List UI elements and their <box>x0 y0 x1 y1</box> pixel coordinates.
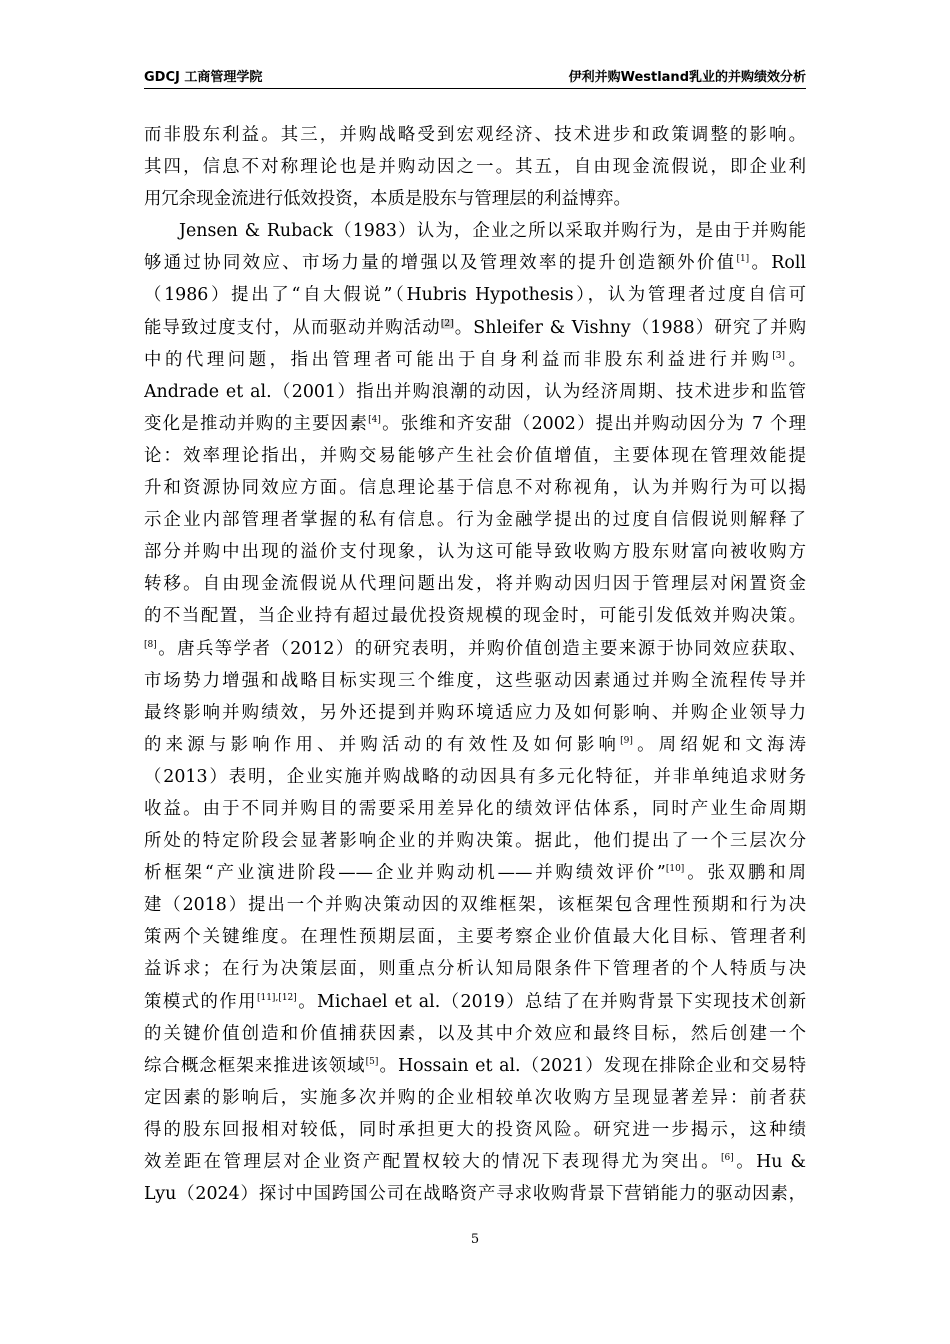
citation: [3] <box>772 350 786 361</box>
citation: [4] <box>368 415 381 426</box>
text-line: 论：效率理论指出，并购交易能够产生社会价值增值，主要体现在管理效能提 <box>144 445 806 466</box>
text-line: 最终影响并购绩效，另外还提到并购环境适应力及如何影响、并购企业领导力 <box>144 702 806 723</box>
text-line: 的来源与影响作用、并购活动的有效性及如何影响[9]。周绍妮和文海涛 <box>144 734 806 755</box>
citation: [8] <box>144 639 157 650</box>
body-text <box>144 119 806 1210</box>
text-line: Lyu（2024）探讨中国跨国公司在战略资产寻求收购背景下营销能力的驱动因素， <box>144 1184 806 1205</box>
text-line: 综合概念框架来推进该领域[5]。Hossain et al.（2021）发现在排除企业和交易特 <box>144 1055 806 1076</box>
text-line: （2013）表明，企业实施并购战略的动因具有多元化特征，并非单纯追求财务 <box>144 766 806 787</box>
citation: [6] <box>720 1153 734 1164</box>
text-line: 够通过协同效应、市场力量的增强以及管理效率的提升创造额外价值[1]。Roll <box>144 253 806 274</box>
text-line: 效差距在管理层对企业资产配置权较大的情况下表现得尤为突出。[6]。Hu & <box>144 1152 806 1172</box>
text-line: 策两个关键维度。在理性预期层面，主要考察企业价值最大化目标、管理者利 <box>144 927 806 948</box>
text-line: 建（2018）提出一个并购决策动因的双维框架，该框架包含理性预期和行为决 <box>144 895 806 916</box>
text-line: 益诉求；在行为决策层面，则重点分析认知局限条件下管理者的个人特质与决 <box>144 959 806 980</box>
text-line: 其四，信息不对称理论也是并购动因之一。其五，自由现金流假说，即企业利 <box>144 157 806 178</box>
header-thesis-title: 伊利并购Westland乳业的并购绩效分析 <box>568 70 806 85</box>
text-line: 策模式的作用[11],[12]。Michael et al.（2019）总结了在并购背景下实现技术创新 <box>144 991 806 1012</box>
page-header <box>144 66 806 88</box>
text-line: Andrade et al.（2001）指出并购浪潮的动因，认为经济周期、技术进步和监管 <box>144 381 806 402</box>
text-line: 所处的特定阶段会显著影响企业的并购决策。据此，他们提出了一个三层次分 <box>144 831 806 852</box>
citation: [10] <box>665 864 685 875</box>
text-line: 析框架“产业演进阶段——企业并购动机——并购绩效评价”[10]。张双鹏和周 <box>144 863 806 884</box>
text-line: 的不当配置，当企业持有超过最优投资规模的现金时，可能引发低效并购决策。 <box>144 606 806 627</box>
citation-highlighted: [2] <box>440 318 454 329</box>
text-line: 示企业内部管理者掌握的私有信息。行为金融学提出的过度自信假说则解释了 <box>144 510 806 531</box>
text-line: 转移。自由现金流假说从代理问题出发，将并购动因归因于管理层对闲置资金 <box>144 574 806 595</box>
text-line: 中的代理问题，指出管理者可能出于自身利益而非股东利益进行并购[3]。 <box>144 349 806 370</box>
page-number: 5 <box>470 1232 480 1247</box>
text-line: 用冗余现金流进行低效投资，本质是股东与管理层的利益博弈。 <box>144 189 631 210</box>
header-institution: GDCJ 工商管理学院 <box>144 70 263 85</box>
text-line: 变化是推动并购的主要因素[4]。张维和齐安甜（2002）提出并购动因分为 7 个理 <box>144 413 806 434</box>
text-line: [8]。唐兵等学者（2012）的研究表明，并购价值创造主要来源于协同效应获取、 <box>144 638 806 659</box>
text-line: Jensen & Ruback（1983）认为，企业之所以采取并购行为，是由于并购能 <box>179 221 806 242</box>
header-divider <box>144 88 806 89</box>
text-line: 部分并购中出现的溢价支付现象，认为这可能导致收购方股东财富向被收购方 <box>144 542 806 563</box>
citation: [1] <box>736 254 750 265</box>
text-line: 收益。由于不同并购目的需要采用差异化的绩效评估体系，同时产业生命周期 <box>144 798 806 819</box>
text-line: 定因素的影响后，实施多次并购的企业相较单次收购方呈现显著差异：前者获 <box>144 1087 806 1108</box>
text-line: 的关键价值创造和价值捕获因素，以及其中介效应和最终目标，然后创建一个 <box>144 1023 806 1044</box>
text-line: （1986）提出了“自大假说”（Hubris Hypothesis），认为管理者过度自信可 <box>144 285 806 306</box>
citation: [5] <box>365 1056 379 1067</box>
citation: [11],[12] <box>256 992 297 1003</box>
text-line: 而非股东利益。其三，并购战略受到宏观经济、技术进步和政策调整的影响。 <box>144 125 806 145</box>
text-line: 得的股东回报相对较低，同时承担更大的投资风险。研究进一步揭示，这种绩 <box>144 1119 806 1140</box>
citation: [9] <box>620 735 633 746</box>
text-line: 升和资源协同效应方面。信息理论基于信息不对称视角，认为并购行为可以揭 <box>144 478 806 499</box>
text-line: 能导致过度支付，从而驱动并购活动[2]。Shleifer & Vishny（1988）研究了并购 <box>144 317 806 338</box>
text-line: 市场势力增强和战略目标实现三个维度，这些驱动因素通过并购全流程传导并 <box>144 670 806 691</box>
